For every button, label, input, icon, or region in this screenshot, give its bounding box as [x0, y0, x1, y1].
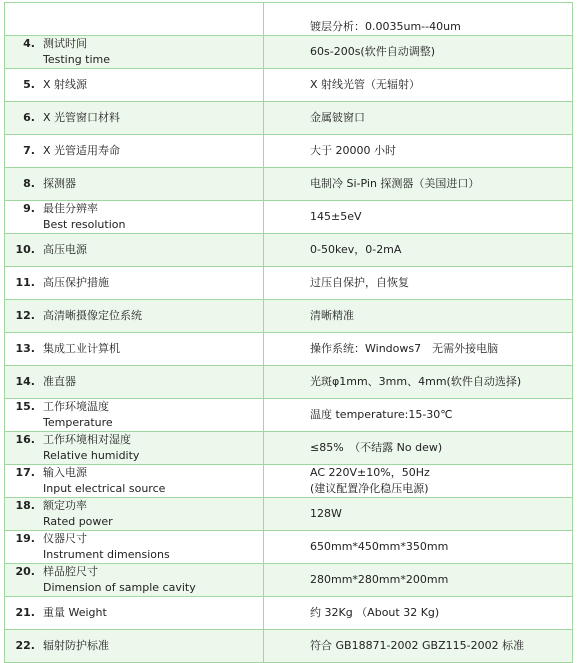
spec-item-label — [43, 399, 113, 431]
spec-item-label — [43, 374, 76, 390]
spec-value-cell — [264, 531, 573, 564]
spec-row — [5, 531, 573, 564]
spec-item-cell — [5, 69, 264, 102]
spec-item-label-primary: 工作环境相对湿度 — [43, 433, 131, 446]
spec-item-label-english: Best resolution — [43, 218, 126, 231]
spec-item-cell — [5, 465, 264, 498]
spec-item-label-primary: 重量 Weight — [43, 606, 107, 619]
spec-value-line: 镀层分析：0.0035um--40um — [310, 20, 461, 33]
spec-row — [5, 333, 573, 366]
spec-item-label-primary: 高压保护措施 — [43, 276, 109, 289]
spec-item-label-english: Rated power — [43, 515, 113, 528]
spec-item-label-primary: X 射线源 — [43, 78, 88, 91]
spec-item-number: 14. — [15, 375, 35, 388]
spec-item-cell — [5, 267, 264, 300]
spec-row — [5, 564, 573, 597]
spec-item-cell — [5, 3, 264, 36]
spec-item-number: 6. — [23, 111, 35, 124]
specification-table-body — [5, 3, 573, 663]
spec-value-cell — [264, 201, 573, 234]
spec-row — [5, 3, 573, 36]
spec-value-cell — [264, 465, 573, 498]
spec-row — [5, 366, 573, 399]
spec-value-cell — [264, 498, 573, 531]
spec-item-number: 20. — [15, 565, 35, 578]
spec-item-label-primary: 准直器 — [43, 375, 76, 388]
spec-item-label-primary: 高清晰摄像定位系统 — [43, 309, 142, 322]
spec-item-cell — [5, 399, 264, 432]
spec-value-line: 操作系统：Windows7 无需外接电脑 — [310, 342, 499, 355]
spec-value-line: X 射线光管（无辐射） — [310, 78, 421, 91]
spec-item-label — [43, 176, 76, 192]
spec-value-line: 280mm*280mm*200mm — [310, 573, 449, 586]
spec-item-cell — [5, 630, 264, 663]
spec-item-number: 19. — [15, 532, 35, 545]
spec-value-line: 0-50kev，0-2mA — [310, 243, 402, 256]
spec-value-line: AC 220V±10%，50Hz — [310, 466, 430, 479]
spec-row — [5, 36, 573, 69]
spec-item-label — [43, 201, 125, 233]
spec-item-label-primary: 额定功率 — [43, 499, 87, 512]
spec-value-line: 电制冷 Si-Pin 探测器（美国进口） — [310, 177, 480, 190]
spec-value-line: 过压自保护，自恢复 — [310, 276, 409, 289]
spec-value-line: 光斑φ1mm、3mm、4mm(软件自动选择) — [310, 375, 522, 388]
spec-item-label — [43, 110, 120, 126]
spec-item-number: 22. — [15, 639, 35, 652]
spec-item-label — [43, 77, 87, 93]
spec-value-cell — [264, 432, 573, 465]
spec-row — [5, 135, 573, 168]
spec-item-label — [43, 564, 196, 596]
spec-item-label-primary: 工作环境温度 — [43, 400, 109, 413]
spec-row — [5, 234, 573, 267]
spec-item-label — [43, 36, 110, 68]
spec-value-cell — [264, 135, 573, 168]
spec-item-label-primary: 仪器尺寸 — [43, 532, 87, 545]
spec-item-label — [43, 432, 139, 464]
spec-item-label-primary: 输入电源 — [43, 466, 87, 479]
spec-item-label — [43, 242, 87, 258]
spec-item-cell — [5, 168, 264, 201]
spec-item-label-english: Input electrical source — [43, 482, 166, 495]
spec-item-number: 21. — [15, 606, 35, 619]
spec-value-line: (建议配置净化稳压电源) — [310, 482, 429, 495]
spec-value-line: 650mm*450mm*350mm — [310, 540, 449, 553]
spec-item-cell — [5, 201, 264, 234]
spec-value-line: 60s-200s(软件自动调整) — [310, 45, 436, 58]
spec-item-label-primary: X 光管窗口材料 — [43, 111, 121, 124]
spec-item-label-primary: 高压电源 — [43, 243, 87, 256]
spec-item-cell — [5, 234, 264, 267]
spec-value-line: 145±5eV — [310, 210, 362, 223]
spec-value-line: 清晰精准 — [310, 309, 354, 322]
spec-value-line: 温度 temperature:15-30℃ — [310, 408, 453, 421]
spec-item-label — [43, 143, 120, 159]
spec-item-label-primary: 最佳分辨率 — [43, 202, 98, 215]
spec-item-cell — [5, 36, 264, 69]
spec-item-label — [43, 341, 120, 357]
spec-item-label-english: Relative humidity — [43, 449, 140, 462]
spec-item-cell — [5, 597, 264, 630]
spec-row — [5, 69, 573, 102]
spec-item-label — [43, 605, 107, 621]
spec-item-label — [43, 498, 113, 530]
spec-item-label — [43, 275, 109, 291]
spec-value-cell — [264, 366, 573, 399]
spec-item-number: 4. — [23, 37, 35, 50]
spec-row — [5, 465, 573, 498]
spec-value-cell — [264, 168, 573, 201]
spec-item-number: 9. — [23, 202, 35, 215]
spec-item-number: 17. — [15, 466, 35, 479]
spec-value-line: 约 32Kg （About 32 Kg) — [310, 606, 440, 619]
spec-value-cell — [264, 564, 573, 597]
spec-item-number: 13. — [15, 342, 35, 355]
spec-value-line: 金属铍窗口 — [310, 111, 365, 124]
spec-item-label — [43, 308, 142, 324]
spec-item-cell — [5, 135, 264, 168]
spec-item-label-primary: 测试时间 — [43, 37, 87, 50]
spec-item-number: 15. — [15, 400, 35, 413]
spec-item-number: 7. — [23, 144, 35, 157]
spec-value-cell — [264, 333, 573, 366]
spec-row — [5, 432, 573, 465]
spec-value-cell — [264, 234, 573, 267]
spec-item-label — [43, 638, 109, 654]
spec-item-label-primary: X 光管适用寿命 — [43, 144, 121, 157]
spec-value-line: ≤85% （不结露 No dew) — [310, 441, 443, 454]
spec-value-cell — [264, 267, 573, 300]
spec-row — [5, 102, 573, 135]
spec-row — [5, 267, 573, 300]
spec-value-cell — [264, 3, 573, 36]
spec-item-cell — [5, 102, 264, 135]
spec-row — [5, 168, 573, 201]
spec-value-cell — [264, 69, 573, 102]
spec-item-label-english: Instrument dimensions — [43, 548, 170, 561]
spec-item-label-english: Temperature — [43, 416, 113, 429]
spec-item-cell — [5, 432, 264, 465]
spec-value-line: 大于 20000 小时 — [310, 144, 396, 157]
spec-value-cell — [264, 102, 573, 135]
spec-item-number: 11. — [15, 276, 35, 289]
spec-value-cell — [264, 300, 573, 333]
spec-item-number: 12. — [15, 309, 35, 322]
spec-row — [5, 300, 573, 333]
spec-item-label-english: Dimension of sample cavity — [43, 581, 196, 594]
spec-item-number: 16. — [15, 433, 35, 446]
spec-item-label — [43, 465, 165, 497]
spec-item-label-english: Testing time — [43, 53, 111, 66]
spec-item-cell — [5, 564, 264, 597]
spec-item-cell — [5, 531, 264, 564]
spec-row — [5, 597, 573, 630]
spec-value-cell — [264, 597, 573, 630]
spec-item-cell — [5, 300, 264, 333]
spec-item-cell — [5, 333, 264, 366]
spec-row — [5, 630, 573, 663]
spec-item-cell — [5, 366, 264, 399]
spec-value-line — [310, 3, 572, 19]
spec-item-label — [43, 531, 170, 563]
spec-row — [5, 498, 573, 531]
spec-value-cell — [264, 36, 573, 69]
spec-item-label-primary: 探测器 — [43, 177, 76, 190]
spec-item-label-primary: 集成工业计算机 — [43, 342, 120, 355]
spec-item-number: 5. — [23, 78, 35, 91]
spec-row — [5, 399, 573, 432]
spec-value-cell — [264, 630, 573, 663]
spec-item-number: 18. — [15, 499, 35, 512]
spec-value-cell — [264, 399, 573, 432]
spec-item-number: 10. — [15, 243, 35, 256]
spec-value-line: 128W — [310, 507, 342, 520]
spec-row — [5, 201, 573, 234]
spec-item-number: 8. — [23, 177, 35, 190]
specification-table — [4, 2, 573, 663]
spec-value-line: 符合 GB18871-2002 GBZ115-2002 标准 — [310, 639, 525, 652]
spec-item-label-primary: 样品腔尺寸 — [43, 565, 98, 578]
spec-item-label-primary: 辐射防护标准 — [43, 639, 109, 652]
spec-item-cell — [5, 498, 264, 531]
